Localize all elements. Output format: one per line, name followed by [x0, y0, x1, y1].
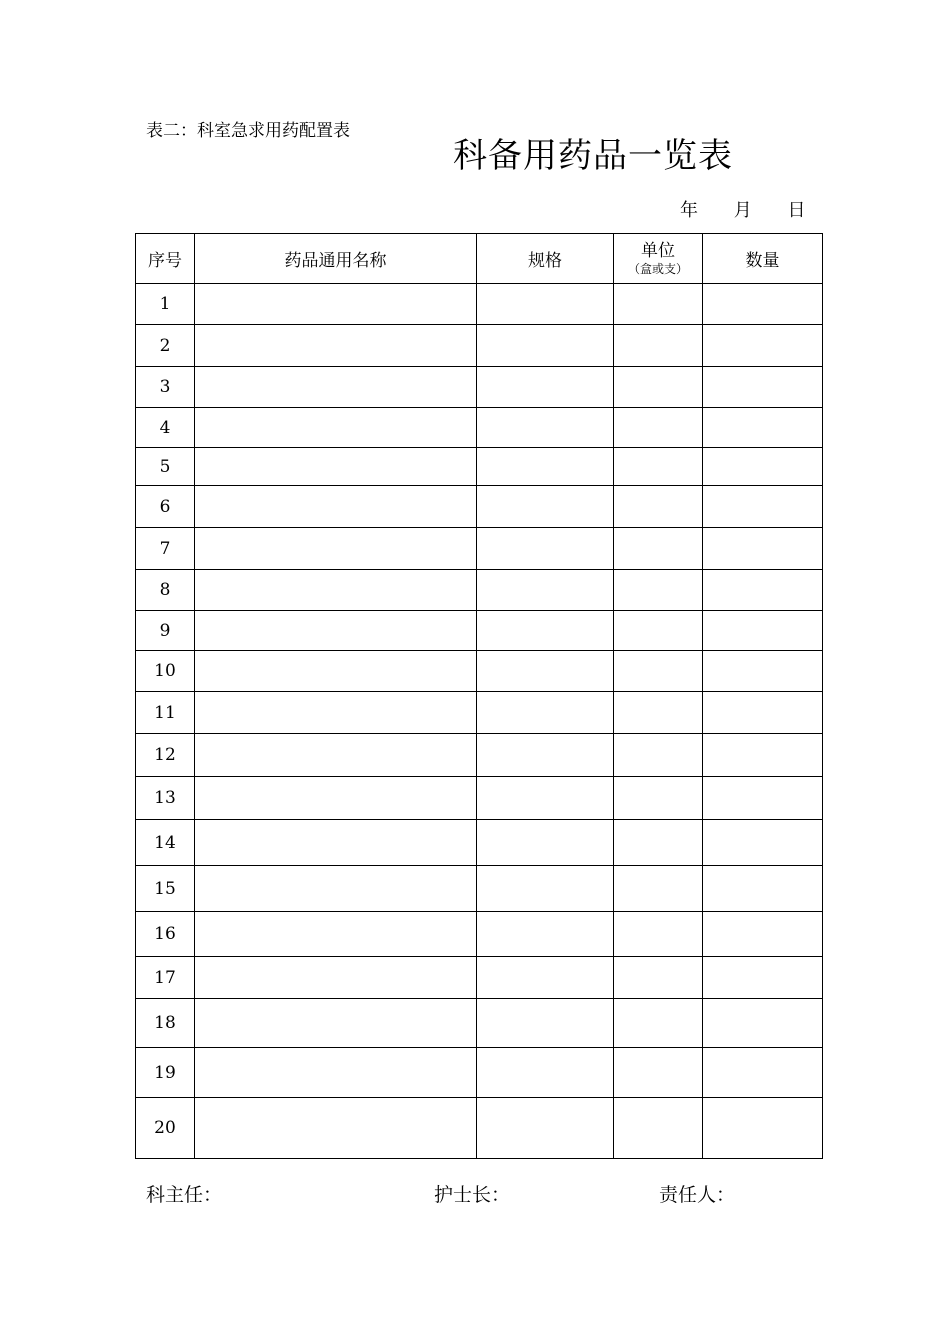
header-name: 药品通用名称	[195, 234, 477, 284]
row-unit-cell[interactable]	[614, 820, 703, 866]
date-day-label: 日	[787, 200, 806, 221]
row-quantity-cell[interactable]	[703, 1048, 823, 1098]
row-spec-cell[interactable]	[477, 448, 614, 486]
header-unit	[614, 234, 703, 284]
row-spec-cell[interactable]	[477, 866, 614, 912]
row-name-cell[interactable]	[195, 611, 477, 651]
row-spec-cell[interactable]	[477, 692, 614, 734]
table-row	[136, 448, 823, 486]
row-spec-cell[interactable]	[477, 325, 614, 367]
row-index-cell: 7	[136, 528, 195, 570]
row-index-cell: 8	[136, 570, 195, 611]
table-row	[136, 820, 823, 866]
row-quantity-cell[interactable]	[703, 651, 823, 692]
row-unit-cell[interactable]	[614, 1098, 703, 1159]
row-unit-cell[interactable]	[614, 999, 703, 1048]
header-unit-note: （盒或支）	[627, 261, 688, 276]
row-quantity-cell[interactable]	[703, 611, 823, 651]
header-unit-label: 单位	[641, 240, 675, 261]
director-signature-label: 科主任：	[146, 1184, 223, 1206]
row-name-cell[interactable]	[195, 912, 477, 957]
table-row	[136, 1048, 823, 1098]
row-spec-cell[interactable]	[477, 734, 614, 777]
table-row	[136, 325, 823, 367]
row-name-cell[interactable]	[195, 408, 477, 448]
row-name-cell[interactable]	[195, 1048, 477, 1098]
row-quantity-cell[interactable]	[703, 448, 823, 486]
row-quantity-cell[interactable]	[703, 367, 823, 408]
table-row	[136, 999, 823, 1048]
table-row	[136, 777, 823, 820]
row-unit-cell[interactable]	[614, 866, 703, 912]
row-spec-cell[interactable]	[477, 1098, 614, 1159]
table-row	[136, 692, 823, 734]
row-quantity-cell[interactable]	[703, 777, 823, 820]
date-year-label: 年	[680, 200, 698, 221]
row-index-cell: 2	[136, 325, 195, 367]
row-unit-cell[interactable]	[614, 651, 703, 692]
row-unit-cell[interactable]	[614, 284, 703, 325]
row-index-cell: 4	[136, 408, 195, 448]
table-row	[136, 367, 823, 408]
row-unit-cell[interactable]	[614, 570, 703, 611]
row-name-cell[interactable]	[195, 651, 477, 692]
row-index-cell: 1	[136, 284, 195, 325]
row-unit-cell[interactable]	[614, 777, 703, 820]
row-quantity-cell[interactable]	[703, 734, 823, 777]
row-index-cell: 16	[136, 912, 195, 957]
table-row	[136, 957, 823, 999]
row-name-cell[interactable]	[195, 692, 477, 734]
row-unit-cell[interactable]	[614, 367, 703, 408]
row-name-cell[interactable]	[195, 367, 477, 408]
row-spec-cell[interactable]	[477, 367, 614, 408]
date-month-label: 月	[733, 200, 752, 221]
row-quantity-cell[interactable]	[703, 528, 823, 570]
row-index-cell: 10	[136, 651, 195, 692]
row-index-cell: 13	[136, 777, 195, 820]
row-unit-cell[interactable]	[614, 1048, 703, 1098]
row-name-cell[interactable]	[195, 284, 477, 325]
row-index-cell: 11	[136, 692, 195, 734]
row-quantity-cell[interactable]	[703, 912, 823, 957]
table-row	[136, 651, 823, 692]
row-quantity-cell[interactable]	[703, 408, 823, 448]
row-name-cell[interactable]	[195, 570, 477, 611]
row-unit-cell[interactable]	[614, 957, 703, 999]
table-row	[136, 912, 823, 957]
row-index-cell: 18	[136, 999, 195, 1048]
row-spec-cell[interactable]	[477, 777, 614, 820]
row-unit-cell[interactable]	[614, 912, 703, 957]
row-quantity-cell[interactable]	[703, 999, 823, 1048]
row-name-cell[interactable]	[195, 1098, 477, 1159]
row-index-cell: 17	[136, 957, 195, 999]
table-row	[136, 611, 823, 651]
head-nurse-signature-label: 护士长：	[434, 1184, 511, 1206]
row-spec-cell[interactable]	[477, 528, 614, 570]
table-row	[136, 486, 823, 528]
row-unit-cell[interactable]	[614, 528, 703, 570]
row-name-cell[interactable]	[195, 486, 477, 528]
table-header-row	[136, 234, 823, 284]
row-spec-cell[interactable]	[477, 912, 614, 957]
row-spec-cell[interactable]	[477, 570, 614, 611]
row-spec-cell[interactable]	[477, 999, 614, 1048]
page-title: 科备用药品一览表	[453, 136, 733, 176]
table-row	[136, 734, 823, 777]
row-index-cell: 15	[136, 866, 195, 912]
header-index: 序号	[136, 234, 195, 284]
row-name-cell[interactable]	[195, 957, 477, 999]
table-row	[136, 866, 823, 912]
row-name-cell[interactable]	[195, 777, 477, 820]
row-quantity-cell[interactable]	[703, 325, 823, 367]
row-quantity-cell[interactable]	[703, 820, 823, 866]
row-name-cell[interactable]	[195, 448, 477, 486]
row-index-cell: 6	[136, 486, 195, 528]
table-body	[136, 284, 823, 1159]
table-row	[136, 1098, 823, 1159]
table-row	[136, 528, 823, 570]
row-spec-cell[interactable]	[477, 820, 614, 866]
row-unit-cell[interactable]	[614, 486, 703, 528]
row-index-cell: 3	[136, 367, 195, 408]
row-unit-cell[interactable]	[614, 448, 703, 486]
row-quantity-cell[interactable]	[703, 692, 823, 734]
row-quantity-cell[interactable]	[703, 1098, 823, 1159]
row-name-cell[interactable]	[195, 325, 477, 367]
row-quantity-cell[interactable]	[703, 866, 823, 912]
row-name-cell[interactable]	[195, 528, 477, 570]
row-name-cell[interactable]	[195, 866, 477, 912]
row-spec-cell[interactable]	[477, 957, 614, 999]
header-quantity: 数量	[703, 234, 823, 284]
row-spec-cell[interactable]	[477, 611, 614, 651]
date-line	[680, 196, 805, 222]
row-name-cell[interactable]	[195, 999, 477, 1048]
row-spec-cell[interactable]	[477, 408, 614, 448]
row-unit-cell[interactable]	[614, 611, 703, 651]
row-quantity-cell[interactable]	[703, 957, 823, 999]
row-quantity-cell[interactable]	[703, 570, 823, 611]
row-index-cell: 20	[136, 1098, 195, 1159]
row-unit-cell[interactable]	[614, 408, 703, 448]
row-spec-cell[interactable]	[477, 651, 614, 692]
table-row	[136, 570, 823, 611]
row-unit-cell[interactable]	[614, 692, 703, 734]
row-index-cell: 9	[136, 611, 195, 651]
responsible-signature-label: 责任人：	[659, 1184, 736, 1206]
row-name-cell[interactable]	[195, 820, 477, 866]
row-spec-cell[interactable]	[477, 486, 614, 528]
row-index-cell: 5	[136, 448, 195, 486]
header-spec: 规格	[477, 234, 614, 284]
row-index-cell: 14	[136, 820, 195, 866]
table-row	[136, 408, 823, 448]
row-spec-cell[interactable]	[477, 1048, 614, 1098]
table-caption: 表二：科室急求用药配置表	[146, 121, 350, 141]
row-quantity-cell[interactable]	[703, 486, 823, 528]
row-spec-cell[interactable]	[477, 284, 614, 325]
table-row	[136, 284, 823, 325]
row-unit-cell[interactable]	[614, 734, 703, 777]
row-index-cell: 19	[136, 1048, 195, 1098]
medicine-table	[135, 233, 823, 1159]
row-unit-cell[interactable]	[614, 325, 703, 367]
row-index-cell: 12	[136, 734, 195, 777]
row-name-cell[interactable]	[195, 734, 477, 777]
row-quantity-cell[interactable]	[703, 284, 823, 325]
